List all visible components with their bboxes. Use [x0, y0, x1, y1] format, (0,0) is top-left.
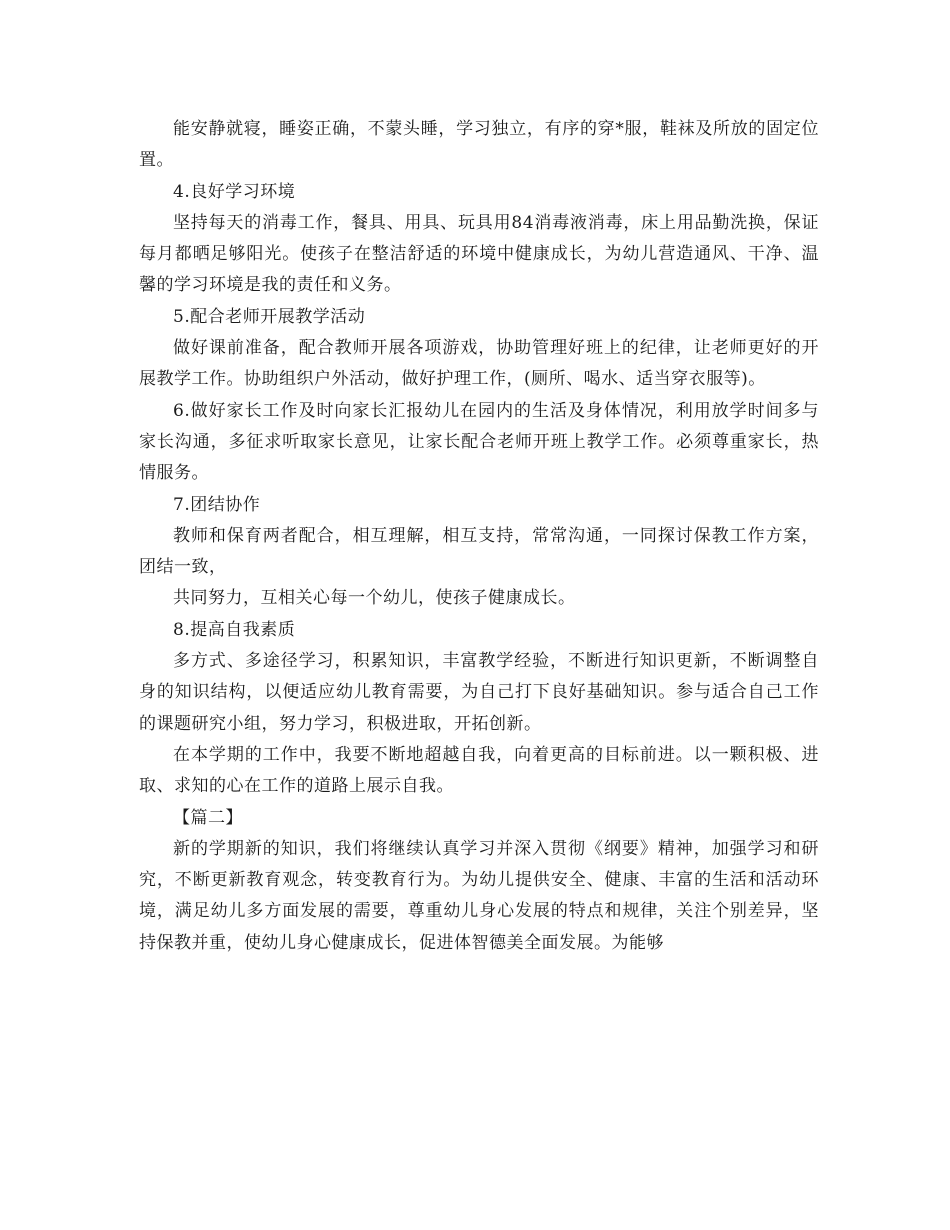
heading-cooperate-teacher: 5.配合老师开展教学活动: [173, 306, 366, 327]
paragraph-parent-work: 6.做好家长工作及时向家长汇报幼儿在园内的生活及身体情况，利用放学时间多与家长沟通，多征求听取家长意见，让家长配合老师开班上教学工作。必须尊重家长，热情服务。: [139, 400, 819, 484]
heading-self-improvement: 8.提高自我素质: [173, 619, 296, 640]
heading-teamwork: 7.团结协作: [173, 494, 261, 515]
paragraph-teamwork: 教师和保育两者配合，相互理解，相互支持，常常沟通，一同探讨保教工作方案，团结一致，: [139, 525, 819, 578]
paragraph-teamwork-cont: 共同努力，互相关心每一个幼儿，使孩子健康成长。: [173, 588, 576, 609]
paragraph-lesson-prep: 做好课前准备，配合教师开展各项游戏，协助管理好班上的纪律，让老师更好的开展教学工作。协助组织户外活动，做好护理工作，(厕所、喝水、适当穿衣服等)。: [139, 338, 819, 390]
paragraph-disinfection: 坚持每天的消毒工作，餐具、用具、玩具用84消毒液消毒，床上用品勤洗换，保证每月都晒足够阳光。使孩子在整洁舒适的环境中健康成长，为幼儿营造通风、干净、温馨的学习环境是我的责任和义务。: [139, 212, 819, 296]
section-heading-part-two: 【篇二】: [173, 807, 243, 828]
heading-learning-environment: 4.良好学习环境: [173, 181, 296, 202]
paragraph-new-semester: 新的学期新的知识，我们将继续认真学习并深入贯彻《纲要》精神，加强学习和研究，不断更新教育观念，转变教育行为。为幼儿提供安全、健康、丰富的生活和活动环境，满足幼儿多方面发展的需要，尊重幼儿身心发展的特点和规律，关注个别差异，坚持保教并重，使幼儿身心健康成长，促进体智德美全面发展。为能够: [139, 838, 819, 953]
paragraph-sleep-habits: 能安静就寝，睡姿正确，不蒙头睡，学习独立，有序的穿*服，鞋袜及所放的固定位置。: [139, 119, 819, 171]
paragraph-self-improvement: 多方式、多途径学习，积累知识，丰富教学经验，不断进行知识更新，不断调整自身的知识结构，以便适应幼儿教育需要，为自己打下良好基础知识。参与适合自己工作的课题研究小组，努力学习，积极进取，开拓创新。: [139, 651, 819, 734]
document-body: [139, 114, 819, 959]
paragraph-semester-goal: 在本学期的工作中，我要不断地超越自我，向着更高的目标前进。以一颗积极、进取、求知的心在工作的道路上展示自我。: [139, 744, 819, 797]
